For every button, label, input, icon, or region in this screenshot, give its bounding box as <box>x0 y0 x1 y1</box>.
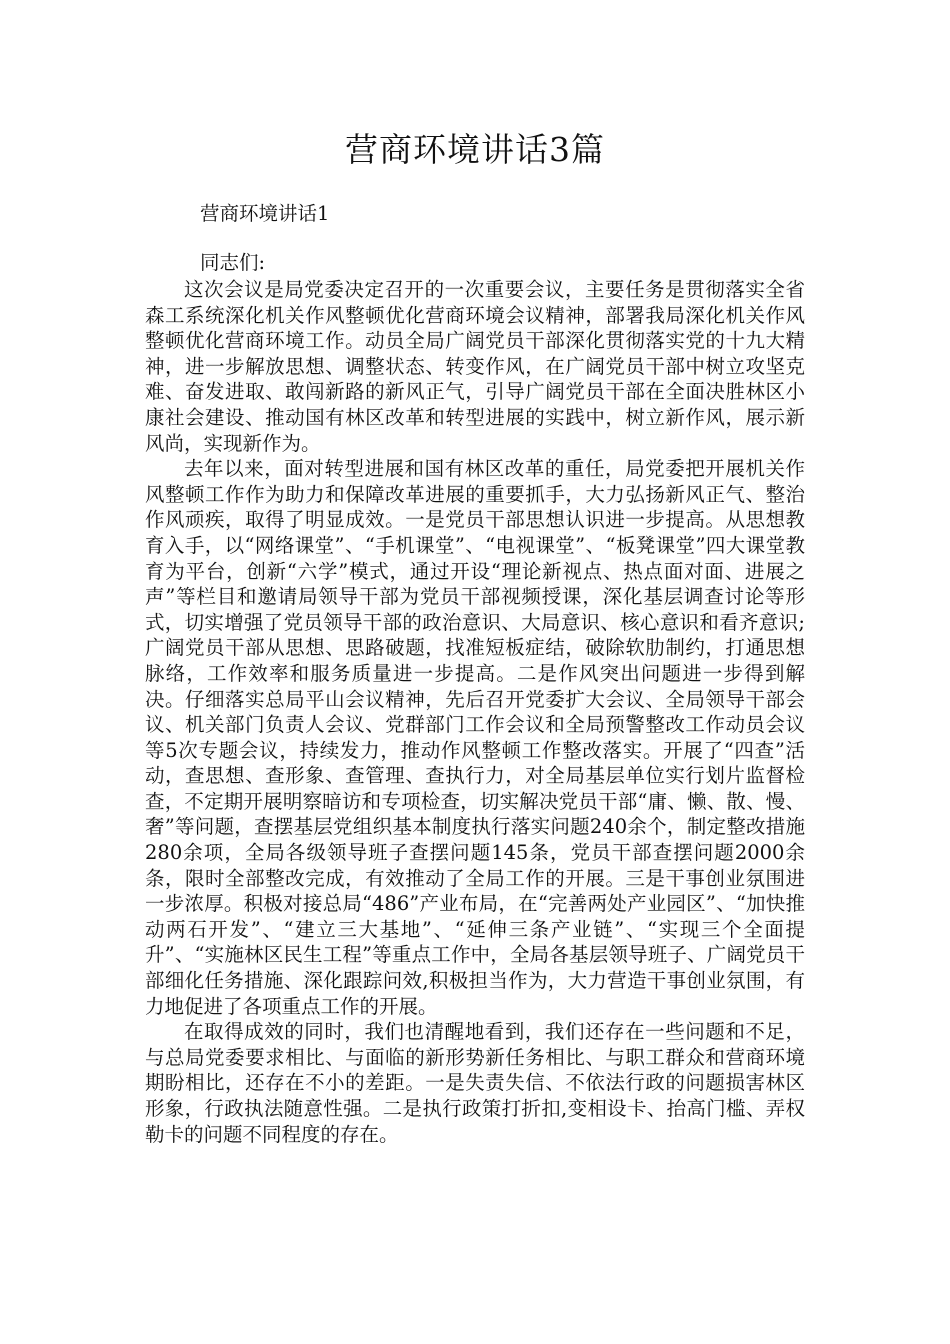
body-paragraph-1: 这次会议是局党委决定召开的一次重要会议，主要任务是贯彻落实全省森工系统深化机关作风整顿优化营商环境会议精神，部署我局深化机关作风整顿优化营商环境工作。动员全局广阔党员干部深化贯彻落实党的十九大精神，进一步解放思想、调整状态、转变作风，在广阔党员干部中树立攻坚克难、奋发进取、敢闯新路的新风正气，引导广阔党员干部在全面决胜林区小康社会建设、推动国有林区改革和转型进展的实践中，树立新作风，展示新风尚，实现新作为。 <box>145 278 805 455</box>
body-paragraph-3: 在取得成效的同时，我们也清醒地看到，我们还存在一些问题和不足，与总局党委要求相比、与面临的新形势新任务相比、与职工群众和营商环境期盼相比，还存在不小的差距。一是失责失信、不依法行政的问题损害林区形象，行政执法随意性强。二是执行政策打折扣,变相设卡、抬高门槛、弄权勒卡的问题不同程度的存在。 <box>145 1020 805 1146</box>
body-paragraph-2: 去年以来，面对转型进展和国有林区改革的重任，局党委把开展机关作风整顿工作作为助力和保障改革进展的重要抓手，大力弘扬新风正气、整治作风顽疾，取得了明显成效。一是党员干部思想认识进一步提高。从思想教育入手，以“网络课堂”、“手机课堂”、“电视课堂”、“板凳课堂”四大课堂教育为平台，创新“六学”模式，通过开设“理论新视点、热点面对面、进展之声”等栏目和邀请局领导干部为党员干部视频授课，深化基层调查讨论等形式，切实增强了党员领导干部的政治意识、大局意识、核心意识和看齐意识;广阔党员干部从思想、思路破题，找准短板症结，破除软肋制约，打通思想脉络，工作效率和服务质量进一步提高。二是作风突出问题进一步得到解决。仔细落实总局平山会议精神，先后召开党委扩大会议、全局领导干部会议、机关部门负责人会议、党群部门工作会议和全局预警整改工作动员会议等5次专题会议，持续发力，推动作风整顿工作整改落实。开展了“四查”活动，查思想、查形象、查管理、查执行力，对全局基层单位实行划片监督检查，不定期开展明察暗访和专项检查，切实解决党员干部“庸、懒、散、慢、奢”等问题，查摆基层党组织基本制度执行落实问题240余个，制定整改措施280余项，全局各级领导班子查摆问题145条，党员干部查摆问题2000余条，限时全部整改完成，有效推动了全局工作的开展。三是干事创业氛围进一步浓厚。积极对接总局“486”产业布局，在“完善两处产业园区”、“加快推动两石开发”、“建立三大基地”、“延伸三条产业链”、“实现三个全面提升”、“实施林区民生工程”等重点工作中，全局各基层领导班子、广阔党员干部细化任务措施、深化跟踪问效,积极担当作为，大力营造干事创业氛围，有力地促进了各项重点工作的开展。 <box>145 457 805 1018</box>
greeting-line: 同志们: <box>200 251 266 274</box>
speech-body <box>145 277 805 1147</box>
document-title: 营商环境讲话3篇 <box>345 130 605 169</box>
section-heading: 营商环境讲话1 <box>200 202 330 225</box>
